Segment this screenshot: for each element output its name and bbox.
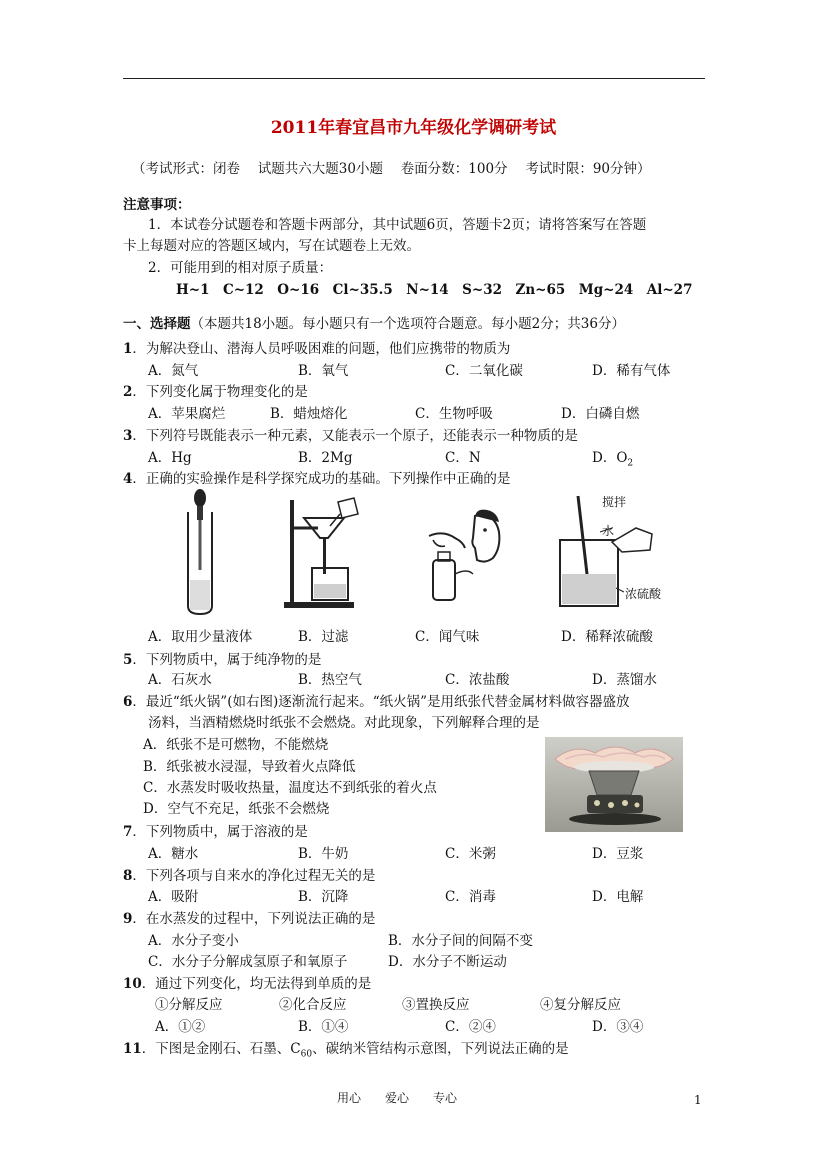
subscript: 2 [627, 458, 634, 469]
question-text: ．下列物质中，属于溶液的是 [132, 824, 308, 840]
note-1-line-2: 卡上每题对应的答题区域内，写在试题卷上无效。 [123, 238, 420, 254]
q10-reaction-1: ①分解反应 [155, 997, 223, 1013]
question-number: 11 [123, 1041, 142, 1057]
q8-option-b: B．沉降 [298, 889, 349, 905]
q10-option-a: A．①② [155, 1019, 206, 1035]
q3-option-c: C．N [445, 450, 481, 466]
question-text: ．下列各项与自来水的净化过程无关的是 [132, 868, 376, 884]
page-title: 2011年春宜昌市九年级化学调研考试 [270, 118, 557, 138]
question-5-stem [123, 648, 321, 668]
q10-option-c: C．②④ [445, 1019, 496, 1035]
question-text: ．下列物质中，属于纯净物的是 [132, 652, 322, 668]
q6-option-b: B．纸张被水浸湿，导致着火点降低 [143, 759, 356, 775]
q5-option-c: C．浓盐酸 [445, 672, 510, 688]
q10-reaction-4: ④复分解反应 [540, 997, 621, 1013]
question-text: 、碳纳米管结构示意图，下列说法正确的是 [312, 1041, 569, 1057]
q9-option-b: B．水分子间的间隔不变 [388, 933, 533, 949]
question-6-stem-line-2: 汤料，当酒精燃烧时纸张不会燃烧。对此现象，下列解释合理的是 [148, 715, 540, 731]
question-3-stem [123, 424, 578, 444]
question-number: 9 [123, 911, 133, 927]
q9-option-c: C．水分子分解成氢原子和氧原子 [148, 954, 348, 970]
q8-option-d: D．电解 [592, 889, 644, 905]
question-number: 1 [123, 341, 133, 357]
q4-option-b: B．过滤 [298, 629, 349, 645]
q10-option-d: D．③④ [592, 1019, 644, 1035]
fig-label-water: 水 [602, 524, 615, 538]
footer-motto: 用心 爱心 专心 [337, 1091, 458, 1105]
question-8-stem [123, 864, 375, 884]
q7-option-a: A．糖水 [148, 846, 199, 862]
top-rule [123, 78, 705, 79]
q9-option-a: A．水分子变小 [148, 933, 239, 949]
question-2-stem [123, 380, 308, 400]
question-text: ．下列变化属于物理变化的是 [132, 384, 308, 400]
option-text: D．O [592, 450, 628, 466]
q9-option-d: D．水分子不断运动 [388, 954, 507, 970]
q6-option-d: D．空气不充足，纸张不会燃烧 [143, 801, 330, 817]
page-number: 1 [694, 1093, 702, 1107]
question-text: ．最近“纸火锅”(如右图)逐渐流行起来。“纸火锅”是用纸张代替金属材料做容器盛放 [132, 694, 630, 710]
smelling-gas-figure [415, 508, 505, 608]
question-4-stem [123, 467, 510, 487]
question-10-stem [123, 972, 371, 992]
dropper-in-test-tube-figure [180, 488, 220, 616]
question-number: 2 [123, 384, 133, 400]
question-number: 3 [123, 428, 133, 444]
q4-option-d: D．稀释浓硫酸 [561, 629, 653, 645]
exam-info: （考试形式：闭卷 试题共六大题30小题 卷面分数：100分 考试时限：90分钟） [132, 161, 651, 177]
q4-option-c: C．闻气味 [415, 629, 480, 645]
question-1-stem [123, 337, 510, 357]
note-2: 2．可能用到的相对原子质量： [148, 260, 333, 276]
q10-reaction-3: ③置换反应 [402, 997, 470, 1013]
fig-label-stir: 搅拌 [602, 495, 627, 509]
q3-option-a: A．Hg [148, 450, 192, 466]
q2-option-b: B．蜡烛熔化 [270, 406, 348, 422]
q8-option-a: A．吸附 [148, 889, 199, 905]
question-number: 5 [123, 652, 133, 668]
q1-option-a: A．氮气 [148, 363, 199, 379]
q10-option-b: B．①④ [298, 1019, 349, 1035]
question-text: ．为解决登山、潜海人员呼吸困难的问题，他们应携带的物质为 [132, 341, 511, 357]
q8-option-c: C．消毒 [445, 889, 496, 905]
question-text: ．在水蒸发的过程中，下列说法正确的是 [132, 911, 376, 927]
question-number: 4 [123, 471, 133, 487]
q7-option-d: D．豆浆 [592, 846, 644, 862]
atomic-masses: H~1 C~12 O~16 Cl~35.5 N~14 S~32 Zn~65 Mg~24 Al~27 [176, 282, 693, 298]
subscript: 60 [300, 1049, 313, 1060]
section-1-title: 一、选择题 [123, 316, 191, 332]
question-11-stem [123, 1037, 569, 1060]
q5-option-d: D．蒸馏水 [592, 672, 657, 688]
q1-option-b: B．氧气 [298, 363, 349, 379]
question-9-stem [123, 907, 375, 927]
section-1-heading [123, 312, 625, 332]
filtration-apparatus-figure [282, 494, 367, 610]
q2-option-a: A．苹果腐烂 [148, 406, 226, 422]
q7-option-b: B．牛奶 [298, 846, 349, 862]
q1-option-c: C．二氧化碳 [445, 363, 523, 379]
section-1-desc: （本题共18小题。每小题只有一个选项符合题意。每小题2分；共36分） [190, 316, 625, 332]
q7-option-c: C．米粥 [445, 846, 496, 862]
question-text: ．下图是金刚石、石墨、C [141, 1041, 301, 1057]
question-number: 6 [123, 694, 133, 710]
fig-label-acid: 浓硫酸 [625, 587, 662, 601]
question-number: 7 [123, 824, 133, 840]
notes-heading: 注意事项： [123, 197, 191, 213]
question-text: ．下列符号既能表示一种元素，又能表示一个原子，还能表示一种物质的是 [132, 428, 578, 444]
q1-option-d: D．稀有气体 [592, 363, 671, 379]
q3-option-d [592, 446, 633, 469]
q5-option-b: B．热空气 [298, 672, 362, 688]
question-7-stem [123, 820, 308, 840]
q2-option-c: C．生物呼吸 [415, 406, 493, 422]
q5-option-a: A．石灰水 [148, 672, 212, 688]
question-number: 8 [123, 868, 133, 884]
question-number: 10 [123, 976, 142, 992]
question-text: ．通过下列变化，均无法得到单质的是 [141, 976, 372, 992]
q2-option-d: D．白磷自燃 [561, 406, 640, 422]
question-6-stem-line-1 [123, 690, 630, 710]
q4-option-a: A．取用少量液体 [148, 629, 253, 645]
q6-option-c: C．水蒸发时吸收热量，温度达不到纸张的着火点 [143, 780, 437, 796]
note-1-line-1: 1．本试卷分试题卷和答题卡两部分，其中试题6页，答题卡2页；请将答案写在答题 [148, 217, 647, 233]
q6-option-a: A．纸张不是可燃物，不能燃烧 [143, 737, 329, 753]
q10-reaction-2: ②化合反应 [279, 997, 347, 1013]
question-text: ．正确的实验操作是科学探究成功的基础。下列操作中正确的是 [132, 471, 511, 487]
q3-option-b: B．2Mg [298, 450, 353, 466]
paper-hotpot-photo [545, 737, 683, 832]
